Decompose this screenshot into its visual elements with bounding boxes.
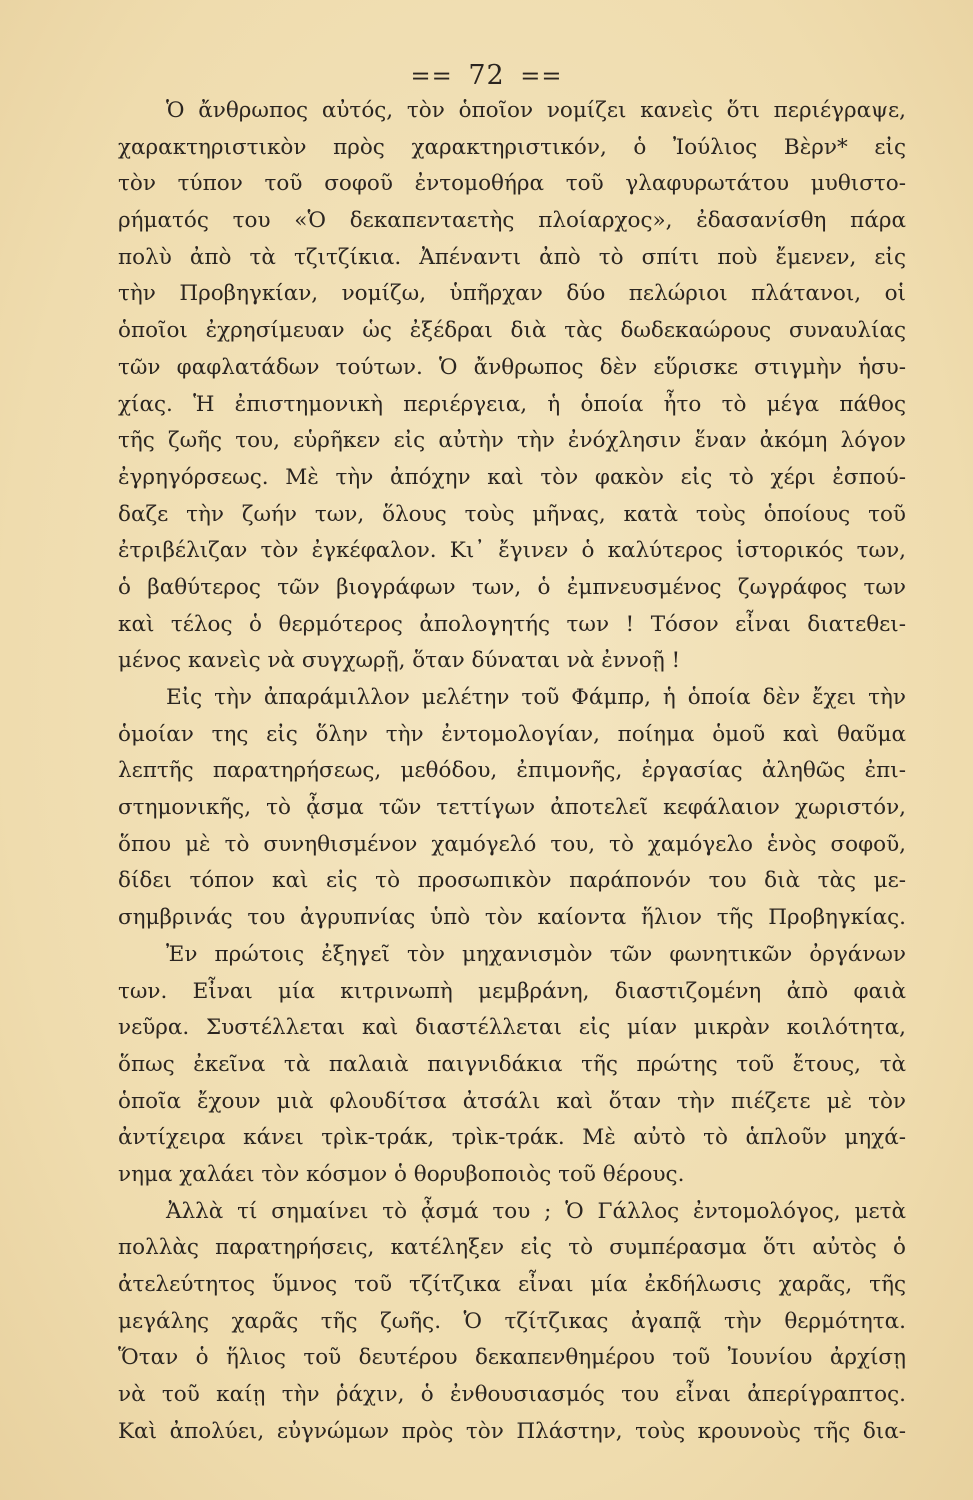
text-line: Ἀλλὰ τί σημαίνει τὸ ᾆσμά του ; Ὁ Γάλλος ἐντομολόγος, μετὰ [166, 1198, 906, 1224]
text-line: χίας. Ἡ ἐπιστημονικὴ περιέργεια, ἡ ὁποία ἦτο τὸ μέγα πάθος [118, 391, 906, 417]
text-line: ὁποῖοι ἐχρησίμευαν ὡς ἐξέδραι διὰ τὰς δωδεκαώρους συναυλίας [118, 318, 906, 344]
text-line: χαρακτηριστικὸν πρὸς χαρακτηριστικόν, ὁ Ἰούλιος Βὲρν* εἰς [118, 134, 906, 160]
text-line: ὁμοίαν της εἰς ὅλην τὴν ἐντομολογίαν, ποίημα ὁμοῦ καὶ θαῦμα [118, 721, 906, 747]
page-number: 72 [468, 60, 505, 91]
text-line: των. Εἶναι μία κιτρινωπὴ μεμβράνη, διαστιζομένη ἀπὸ φαιὰ [118, 978, 906, 1004]
text-line: πολὺ ἀπὸ τὰ τζιτζίκια. Ἀπέναντι ἀπὸ τὸ σπίτι ποὺ ἔμενεν, εἰς [118, 244, 906, 270]
text-line: τῆς ζωῆς του, εὑρῆκεν εἰς αὐτὴν τὴν ἐνόχλησιν ἕναν ἀκόμη λόγον [118, 428, 906, 454]
text-line: πολλὰς παρατηρήσεις, κατέληξεν εἰς τὸ συμπέρασμα ὅτι αὐτὸς ὁ [118, 1235, 906, 1261]
text-line: τὸν τύπον τοῦ σοφοῦ ἐντομοθήρα τοῦ γλαφυρωτάτου μυθιστο- [118, 171, 906, 197]
text-line: νὰ τοῦ καίῃ τὴν ῥάχιν, ὁ ἐνθουσιασμός του εἶναι ἀπερίγραπτος. [118, 1382, 906, 1408]
page-number-header [0, 60, 973, 91]
text-line: τῶν φαφλατάδων τούτων. Ὁ ἄνθρωπος δὲν εὕρισκε στιγμὴν ἡσυ- [118, 354, 906, 380]
text-line: ὅπως ἐκεῖνα τὰ παλαιὰ παιγνιδάκια τῆς πρώτης τοῦ ἔτους, τὰ [118, 1051, 906, 1077]
text-line: λεπτῆς παρατηρήσεως, μεθόδου, ἐπιμονῆς, ἐργασίας ἀληθῶς ἐπι- [118, 758, 906, 784]
text-line: Εἰς τὴν ἀπαράμιλλον μελέτην τοῦ Φάμπρ, ἡ ὁποία δὲν ἔχει τὴν [166, 685, 906, 710]
text-line: ἀντίχειρα κάνει τρὶκ-τράκ, τρὶκ-τράκ. Μὲ αὐτὸ τὸ ἁπλοῦν μηχά- [118, 1125, 906, 1151]
text-line: ρήματός του «Ὁ δεκαπενταετὴς πλοίαρχος», ἐδασανίσθη πάρα [118, 208, 906, 234]
text-line: Καὶ ἀπολύει, εὐγνώμων πρὸς τὸν Πλάστην, τοὺς κρουνοὺς τῆς δια- [118, 1418, 906, 1444]
text-line: Ὁ ἄνθρωπος αὐτός, τὸν ὁποῖον νομίζει κανεὶς ὅτι περιέγραψε, [166, 98, 906, 123]
text-line: δαζε τὴν ζωήν των, ὅλους τοὺς μῆνας, κατὰ τοὺς ὁποίους τοῦ [118, 501, 906, 527]
text-line: ὁ βαθύτερος τῶν βιογράφων των, ὁ ἐμπνευσμένος ζωγράφος των [118, 574, 906, 600]
text-line: ἐγρηγόρσεως. Μὲ τὴν ἀπόχην καὶ τὸν φακὸν εἰς τὸ χέρι ἐσπού- [118, 464, 906, 490]
text-line: καὶ τέλος ὁ θερμότερος ἀπολογητής των ! Τόσον εἶναι διατεθει- [118, 611, 906, 637]
text-line: ὁποῖα ἔχουν μιὰ φλουδίτσα ἀτσάλι καὶ ὅταν τὴν πιέζετε μὲ τὸν [118, 1088, 906, 1114]
text-line: μένος κανεὶς νὰ συγχωρῇ, ὅταν δύναται νὰ ἐννοῇ ! [118, 648, 681, 674]
text-line: σημβρινάς του ἀγρυπνίας ὑπὸ τὸν καίοντα ἥλιον τῆς Προβηγκίας. [118, 905, 906, 931]
text-line: στημονικῆς, τὸ ᾆσμα τῶν τεττίγων ἀποτελεῖ κεφάλαιον χωριστόν, [118, 795, 906, 821]
text-line: ἐτριβέλιζαν τὸν ἐγκέφαλον. Κι᾿ ἔγινεν ὁ καλύτερος ἱστορικός των, [118, 538, 906, 564]
page-number-dash-left: == [410, 62, 453, 90]
text-line: νημα χαλάει τὸν κόσμον ὁ θορυβοποιὸς τοῦ θέρους. [118, 1161, 685, 1187]
text-line: μεγάλης χαρᾶς τῆς ζωῆς. Ὁ τζίτζικας ἀγαπᾷ τὴν θερμότητα. [118, 1308, 906, 1334]
page-number-dash-right: == [520, 62, 563, 90]
text-line: τὴν Προβηγκίαν, νομίζω, ὑπῆρχαν δύο πελώριοι πλάτανοι, οἱ [118, 281, 906, 307]
text-line: δίδει τόπον καὶ εἰς τὸ προσωπικὸν παράπονόν του διὰ τὰς με- [118, 868, 906, 894]
text-line: νεῦρα. Συστέλλεται καὶ διαστέλλεται εἰς μίαν μικρὰν κοιλότητα, [118, 1015, 906, 1041]
text-line: Ὅταν ὁ ἥλιος τοῦ δευτέρου δεκαπενθημέρου τοῦ Ἰουνίου ἀρχίσῃ [118, 1345, 906, 1371]
text-line: ἀτελεύτητος ὕμνος τοῦ τζίτζικα εἶναι μία ἐκδήλωσις χαρᾶς, τῆς [118, 1272, 906, 1297]
text-line: ὅπου μὲ τὸ συνηθισμένον χαμόγελό του, τὸ χαμόγελο ἑνὸς σοφοῦ, [118, 831, 906, 857]
text-line: Ἐν πρώτοις ἐξηγεῖ τὸν μηχανισμὸν τῶν φωνητικῶν ὀργάνων [166, 941, 906, 967]
body-text [118, 93, 906, 1450]
